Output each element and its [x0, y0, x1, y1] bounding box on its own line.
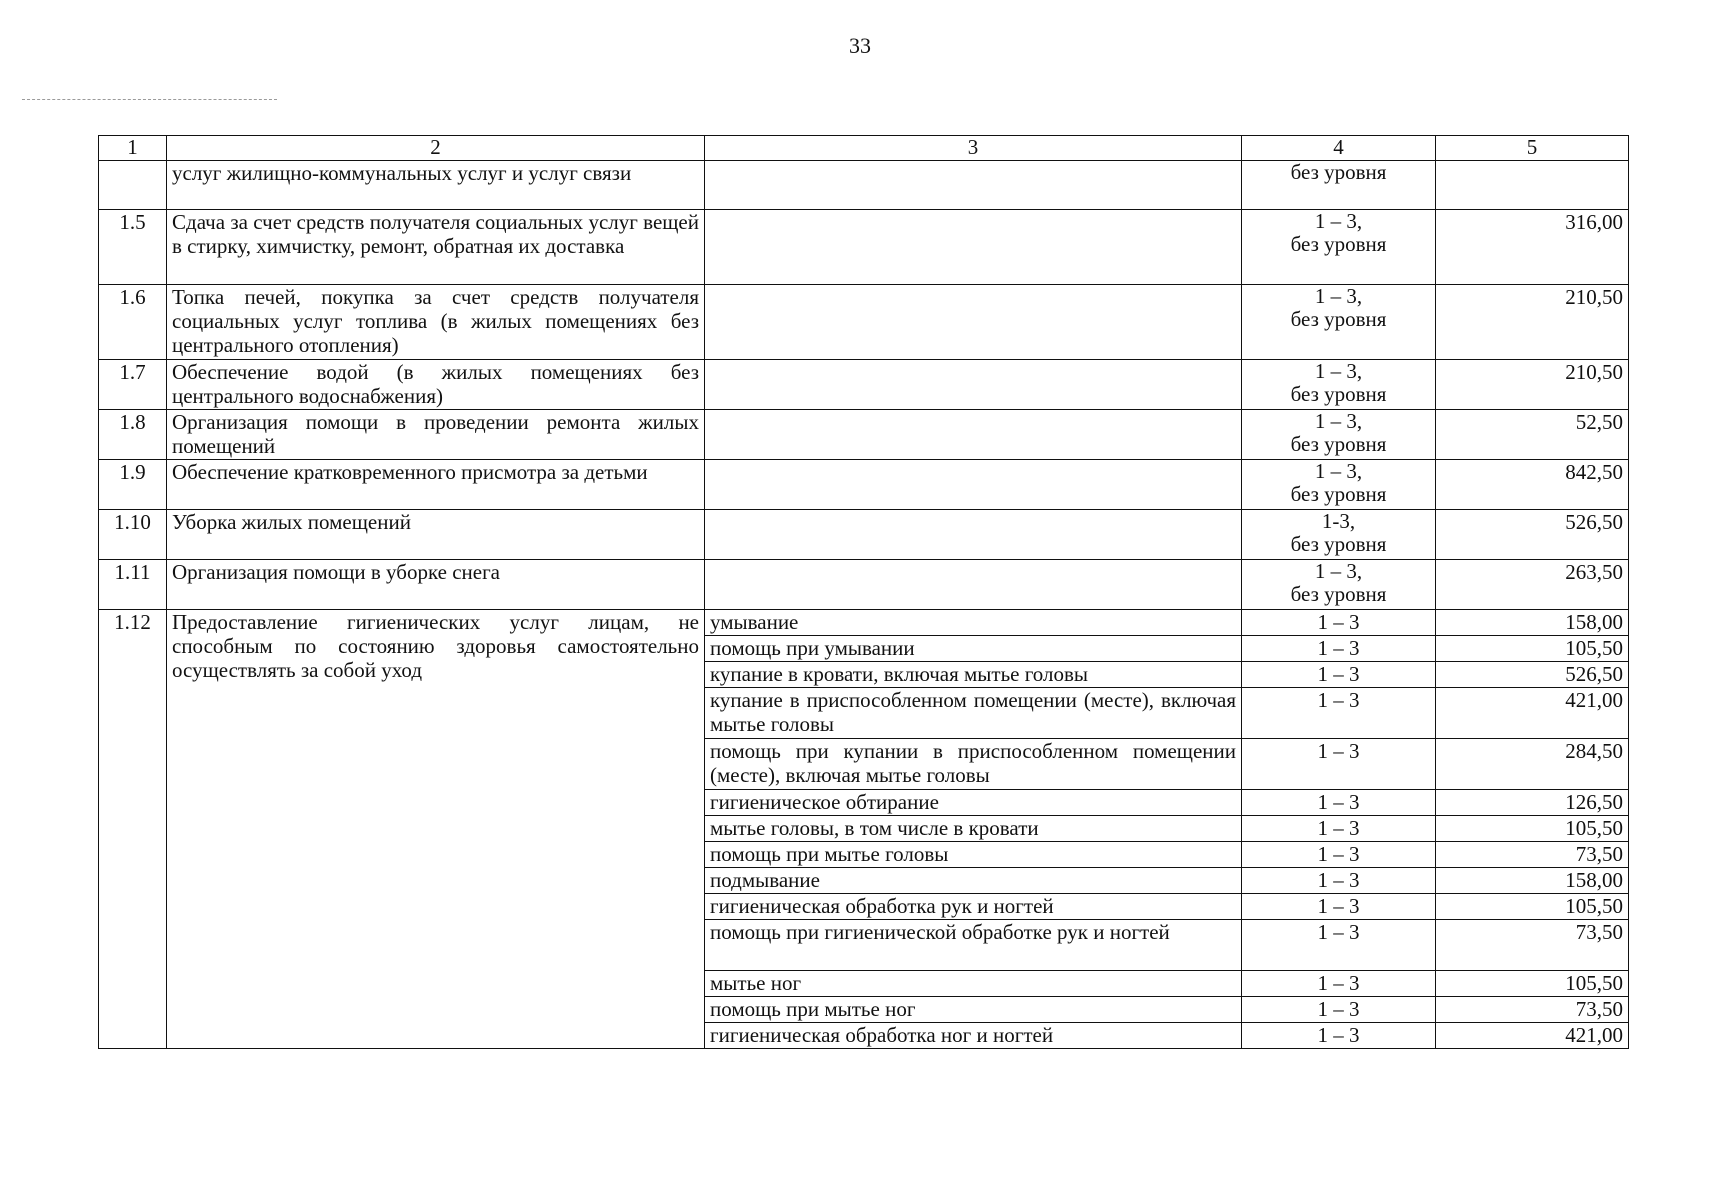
- row-number: 1.6: [99, 285, 167, 360]
- price-cell: 158,00: [1436, 868, 1629, 894]
- service-name: Обеспечение водой (в жилых помещениях без центрального водоснабжения): [167, 360, 705, 410]
- header-col-5: 5: [1436, 136, 1629, 161]
- header-col-4: 4: [1242, 136, 1436, 161]
- price-cell: 263,50: [1436, 560, 1629, 610]
- service-name: Организация помощи в уборке снега: [167, 560, 705, 610]
- procedure-cell: помощь при мытье головы: [705, 842, 1242, 868]
- level-cell: 1 – 3, без уровня: [1242, 460, 1436, 510]
- level-cell: 1 – 3: [1242, 610, 1436, 636]
- level-cell: 1 – 3: [1242, 920, 1436, 971]
- service-name: Уборка жилых помещений: [167, 510, 705, 560]
- procedure-cell: помощь при мытье ног: [705, 997, 1242, 1023]
- procedure-cell: помощь при гигиенической обработке рук и ногтей: [705, 920, 1242, 971]
- price-cell: 73,50: [1436, 842, 1629, 868]
- procedure-cell: гигиеническое обтирание: [705, 790, 1242, 816]
- table-row: [99, 560, 1629, 610]
- table-row: [99, 285, 1629, 360]
- level-cell: 1 – 3: [1242, 790, 1436, 816]
- service-name: Организация помощи в проведении ремонта жилых помещений: [167, 410, 705, 460]
- price-cell: 842,50: [1436, 460, 1629, 510]
- price-cell: 158,00: [1436, 610, 1629, 636]
- level-cell: 1 – 3: [1242, 688, 1436, 739]
- scan-artifact-line: [22, 99, 277, 100]
- procedure-cell: [705, 560, 1242, 610]
- price-cell: 210,50: [1436, 285, 1629, 360]
- service-name: Предоставление гигиенических услуг лицам, не способным по состоянию здоровья самостоятельно осуществлять за собой уход: [167, 610, 705, 1049]
- procedure-cell: мытье головы, в том числе в кровати: [705, 816, 1242, 842]
- procedure-cell: [705, 510, 1242, 560]
- price-cell: 105,50: [1436, 636, 1629, 662]
- price-cell: 284,50: [1436, 739, 1629, 790]
- procedure-cell: [705, 410, 1242, 460]
- procedure-cell: гигиеническая обработка ног и ногтей: [705, 1023, 1242, 1049]
- procedure-cell: [705, 210, 1242, 285]
- table-row: [99, 410, 1629, 460]
- table-header-row: [99, 136, 1629, 161]
- level-cell: 1 – 3, без уровня: [1242, 285, 1436, 360]
- price-cell: 421,00: [1436, 688, 1629, 739]
- price-cell: 73,50: [1436, 920, 1629, 971]
- table-row: [99, 510, 1629, 560]
- price-cell: 210,50: [1436, 360, 1629, 410]
- procedure-cell: [705, 360, 1242, 410]
- procedure-cell: [705, 460, 1242, 510]
- row-number: 1.5: [99, 210, 167, 285]
- procedure-cell: помощь при умывании: [705, 636, 1242, 662]
- services-table: [98, 135, 1629, 1049]
- header-col-2: 2: [167, 136, 705, 161]
- row-number: 1.10: [99, 510, 167, 560]
- level-cell: 1 – 3: [1242, 816, 1436, 842]
- header-col-3: 3: [705, 136, 1242, 161]
- level-cell: 1 – 3: [1242, 636, 1436, 662]
- header-col-1: 1: [99, 136, 167, 161]
- level-cell: 1 – 3, без уровня: [1242, 210, 1436, 285]
- row-number: [99, 161, 167, 210]
- price-cell: 316,00: [1436, 210, 1629, 285]
- price-cell: 526,50: [1436, 662, 1629, 688]
- table-row: [99, 610, 1629, 636]
- price-cell: 105,50: [1436, 971, 1629, 997]
- level-cell: 1 – 3: [1242, 997, 1436, 1023]
- table-row: [99, 460, 1629, 510]
- table-row: [99, 210, 1629, 285]
- table-row: [99, 360, 1629, 410]
- level-cell: 1 – 3: [1242, 971, 1436, 997]
- service-name: услуг жилищно-коммунальных услуг и услуг связи: [167, 161, 705, 210]
- page-number: 33: [849, 33, 871, 58]
- level-cell: 1 – 3: [1242, 894, 1436, 920]
- procedure-cell: подмывание: [705, 868, 1242, 894]
- price-cell: 105,50: [1436, 894, 1629, 920]
- row-number: 1.7: [99, 360, 167, 410]
- price-cell: 105,50: [1436, 816, 1629, 842]
- level-cell: без уровня: [1242, 161, 1436, 210]
- row-number: 1.8: [99, 410, 167, 460]
- price-cell: 73,50: [1436, 997, 1629, 1023]
- row-number: 1.9: [99, 460, 167, 510]
- price-cell: [1436, 161, 1629, 210]
- table-row: [99, 161, 1629, 210]
- price-cell: 421,00: [1436, 1023, 1629, 1049]
- procedure-cell: [705, 161, 1242, 210]
- level-cell: 1-3, без уровня: [1242, 510, 1436, 560]
- level-cell: 1 – 3, без уровня: [1242, 360, 1436, 410]
- procedure-cell: умывание: [705, 610, 1242, 636]
- price-cell: 526,50: [1436, 510, 1629, 560]
- procedure-cell: мытье ног: [705, 971, 1242, 997]
- level-cell: 1 – 3: [1242, 1023, 1436, 1049]
- level-cell: 1 – 3, без уровня: [1242, 560, 1436, 610]
- level-cell: 1 – 3: [1242, 868, 1436, 894]
- level-cell: 1 – 3: [1242, 739, 1436, 790]
- level-cell: 1 – 3, без уровня: [1242, 410, 1436, 460]
- procedure-cell: помощь при купании в приспособленном помещении (месте), включая мытье головы: [705, 739, 1242, 790]
- procedure-cell: гигиеническая обработка рук и ногтей: [705, 894, 1242, 920]
- service-name: Сдача за счет средств получателя социальных услуг вещей в стирку, химчистку, ремонт, обратная их доставка: [167, 210, 705, 285]
- price-cell: 126,50: [1436, 790, 1629, 816]
- price-cell: 52,50: [1436, 410, 1629, 460]
- row-number: 1.11: [99, 560, 167, 610]
- row-number: 1.12: [99, 610, 167, 1049]
- service-name: Обеспечение кратковременного присмотра за детьми: [167, 460, 705, 510]
- procedure-cell: [705, 285, 1242, 360]
- level-cell: 1 – 3: [1242, 842, 1436, 868]
- procedure-cell: купание в приспособленном помещении (месте), включая мытье головы: [705, 688, 1242, 739]
- level-cell: 1 – 3: [1242, 662, 1436, 688]
- service-name: Топка печей, покупка за счет средств получателя социальных услуг топлива (в жилых помещениях без центрального отопления): [167, 285, 705, 360]
- procedure-cell: купание в кровати, включая мытье головы: [705, 662, 1242, 688]
